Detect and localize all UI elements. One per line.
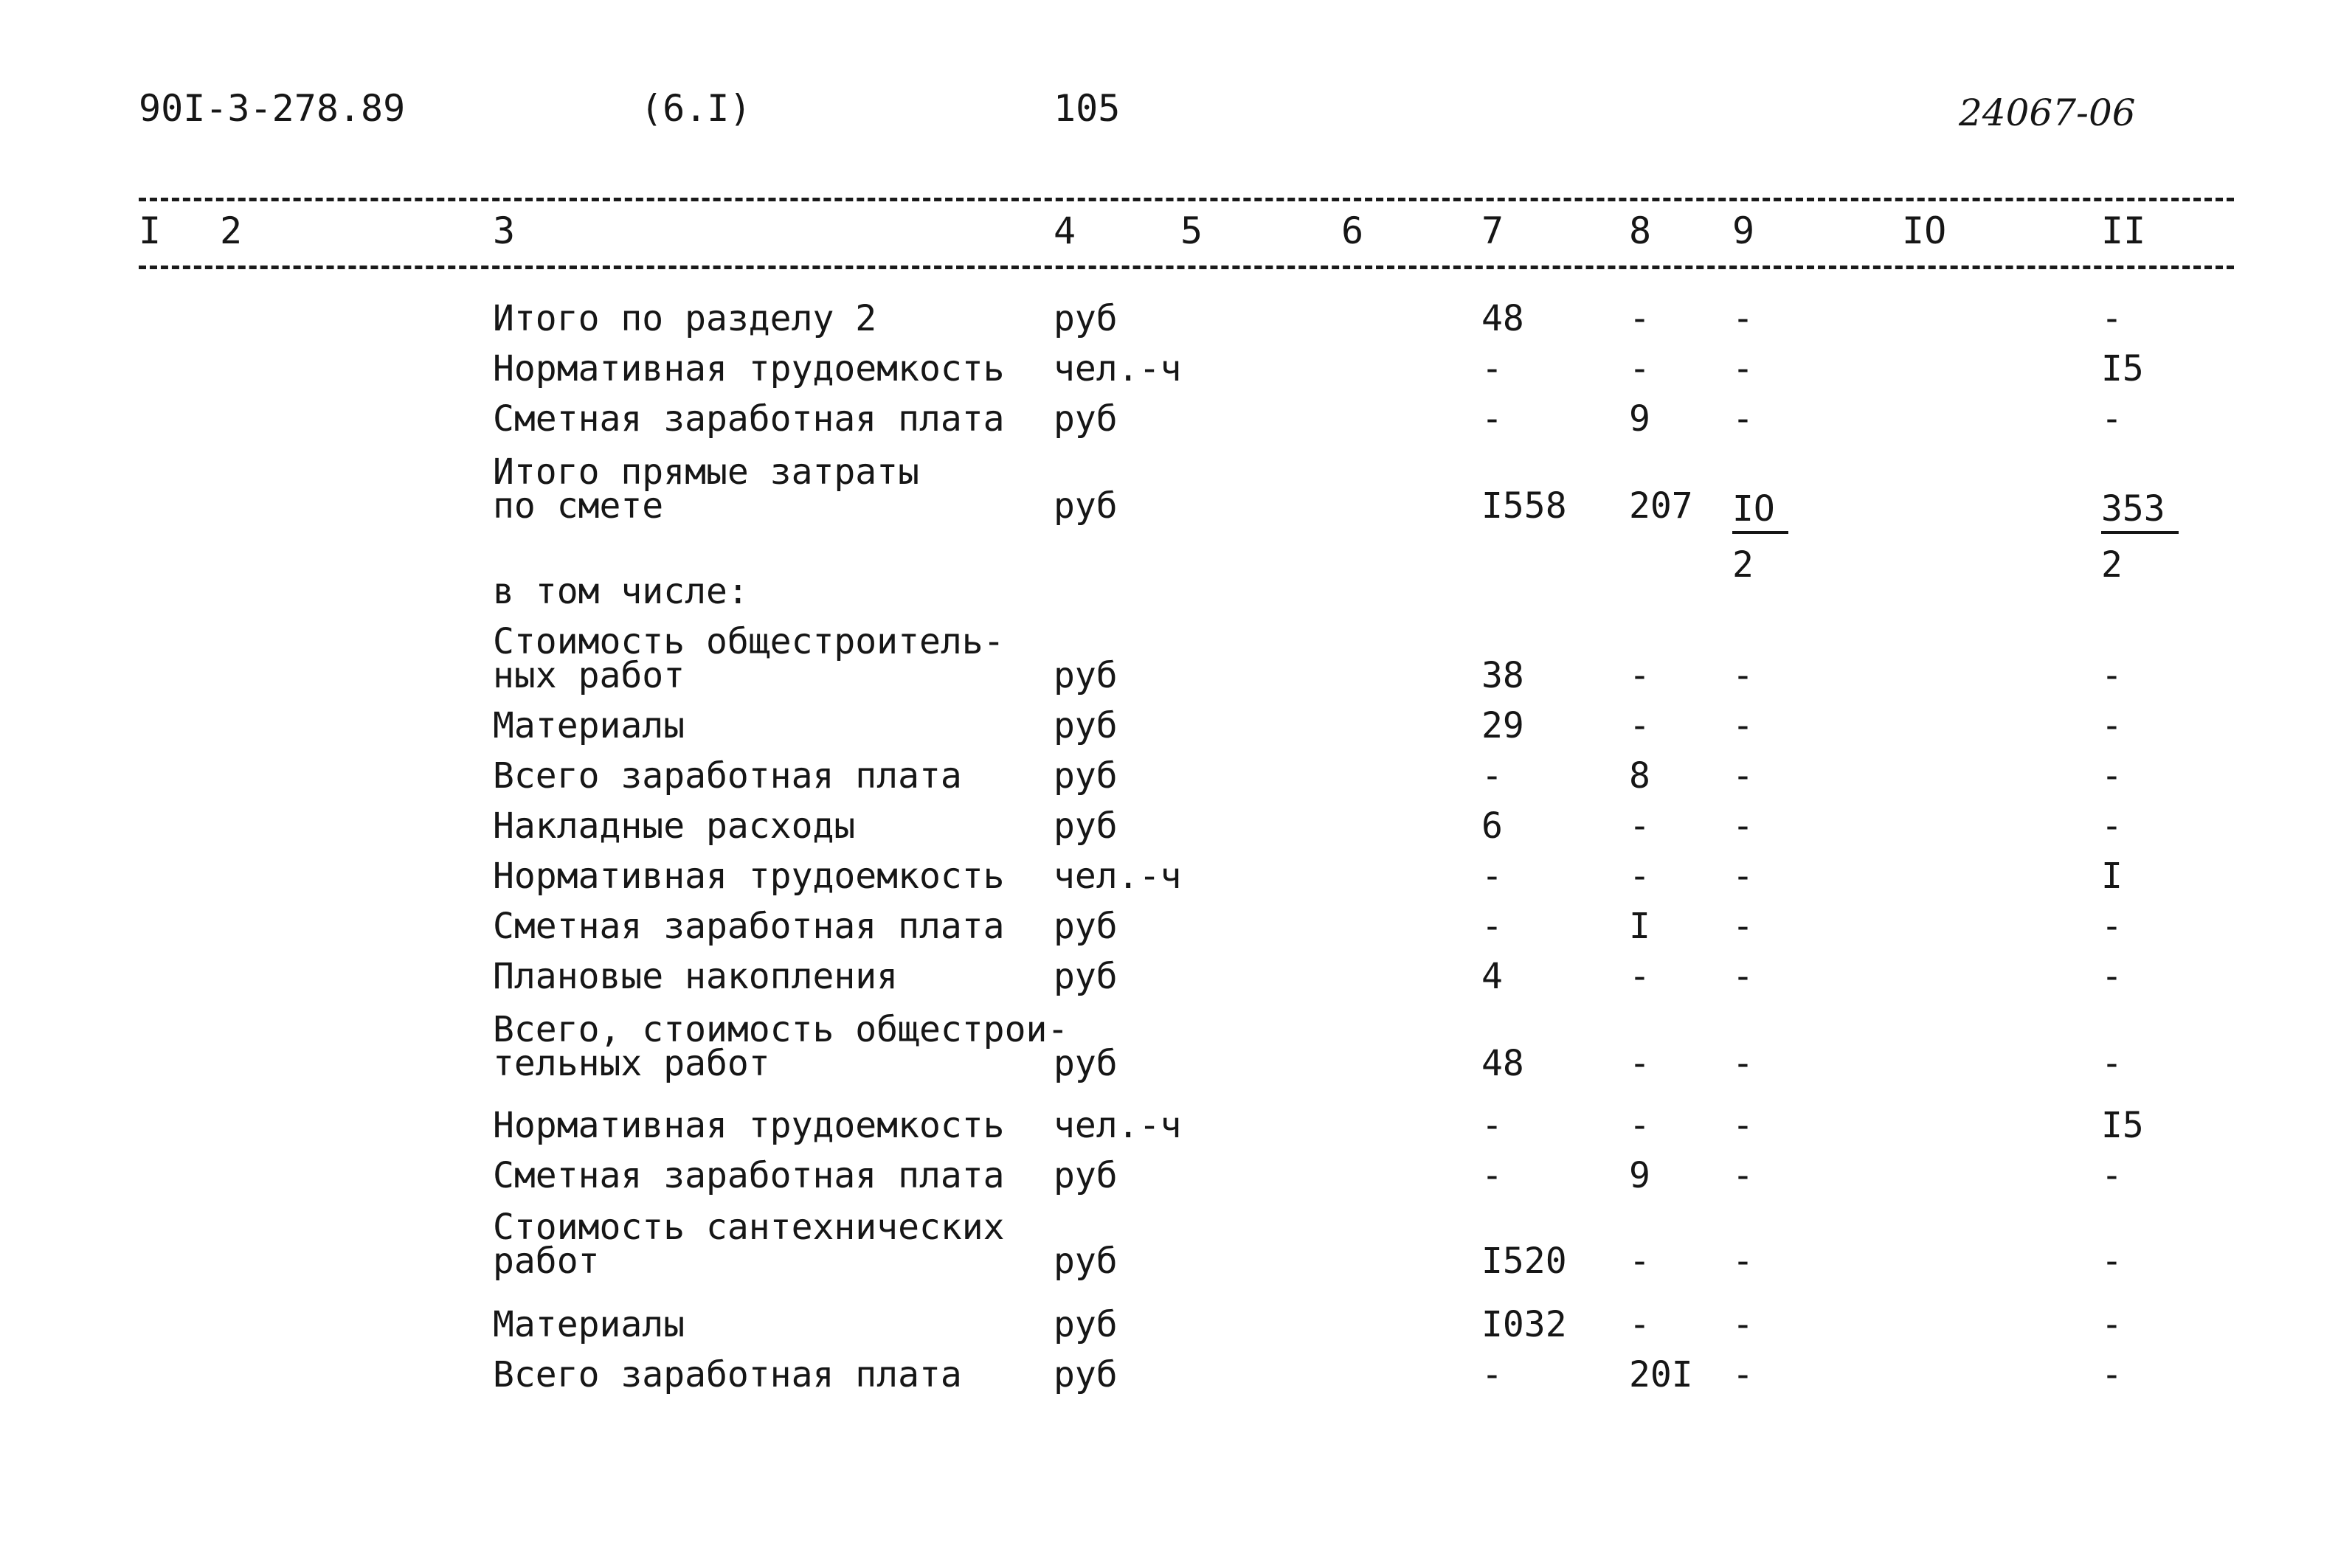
value-c11: - bbox=[2101, 1241, 2123, 1282]
value-c8: - bbox=[1629, 1241, 1650, 1282]
value-c7: I520 bbox=[1481, 1241, 1567, 1282]
value-c8: - bbox=[1629, 1105, 1650, 1146]
row-label: Всего, стоимость общестрои- bbox=[493, 1009, 1069, 1050]
value-c7: - bbox=[1481, 856, 1503, 897]
value-c8: 9 bbox=[1629, 1155, 1650, 1196]
unit-cell: руб bbox=[1054, 1304, 1118, 1345]
unit-cell: чел.-ч bbox=[1054, 856, 1182, 897]
row-label: Стоимость общестроитель- bbox=[493, 621, 1005, 662]
value-c7: - bbox=[1481, 1105, 1503, 1146]
row-label: Стоимость сантехнических bbox=[493, 1207, 1005, 1248]
value-c9: - bbox=[1732, 398, 1754, 440]
value-c7: I032 bbox=[1481, 1304, 1567, 1345]
row-label: Нормативная трудоемкость bbox=[493, 1105, 1005, 1146]
value-c11: - bbox=[2101, 298, 2123, 339]
value-c7: 4 bbox=[1481, 956, 1503, 997]
row-label: Материалы bbox=[493, 1304, 685, 1345]
value-c7: - bbox=[1481, 906, 1503, 947]
column-number: 9 bbox=[1732, 209, 1755, 252]
value-c8: - bbox=[1629, 1304, 1650, 1345]
value-c9: - bbox=[1732, 705, 1754, 746]
section-number: (6.I) bbox=[640, 87, 752, 130]
fraction-denominator: 2 bbox=[1732, 544, 1754, 586]
unit-cell: руб bbox=[1054, 398, 1118, 440]
bottom-dashed-rule bbox=[139, 266, 2234, 269]
column-number: 5 bbox=[1180, 209, 1203, 252]
fraction-numerator: IO bbox=[1732, 488, 1788, 534]
unit-cell: руб bbox=[1054, 705, 1118, 746]
unit-cell: руб bbox=[1054, 1043, 1118, 1084]
value-c11: - bbox=[2101, 705, 2123, 746]
column-number: 8 bbox=[1629, 209, 1652, 252]
fraction-numerator: 353 bbox=[2101, 488, 2179, 534]
column-number: IO bbox=[1902, 209, 1947, 252]
value-c11: I bbox=[2101, 856, 2123, 897]
row-label: Итого прямые затраты bbox=[493, 451, 919, 493]
fraction-c9 bbox=[1732, 488, 1788, 586]
column-number: 6 bbox=[1341, 209, 1364, 252]
value-c11: - bbox=[2101, 906, 2123, 947]
column-number: 2 bbox=[220, 209, 243, 252]
value-c8: - bbox=[1629, 1043, 1650, 1084]
value-c9: - bbox=[1732, 856, 1754, 897]
row-label: Материалы bbox=[493, 705, 685, 746]
sheet-reference: 24067-06 bbox=[1959, 91, 2136, 134]
unit-cell: руб bbox=[1054, 805, 1118, 847]
unit-cell: руб bbox=[1054, 1241, 1118, 1282]
value-c9: - bbox=[1732, 298, 1754, 339]
value-c7: 48 bbox=[1481, 298, 1524, 339]
value-c9: - bbox=[1732, 1354, 1754, 1395]
value-c8: I bbox=[1629, 906, 1650, 947]
value-c8: - bbox=[1629, 655, 1650, 696]
value-c8: - bbox=[1629, 956, 1650, 997]
value-c11: - bbox=[2101, 655, 2123, 696]
row-label: Сметная заработная плата bbox=[493, 906, 1005, 947]
value-c7: - bbox=[1481, 398, 1503, 440]
value-c8: - bbox=[1629, 705, 1650, 746]
row-label: работ bbox=[493, 1241, 600, 1282]
value-c8: 8 bbox=[1629, 755, 1650, 797]
column-number: 3 bbox=[493, 209, 516, 252]
value-c7: 29 bbox=[1481, 705, 1524, 746]
column-number: 4 bbox=[1054, 209, 1076, 252]
value-c11: I5 bbox=[2101, 348, 2144, 389]
row-label: Всего заработная плата bbox=[493, 755, 962, 797]
value-c9: - bbox=[1732, 755, 1754, 797]
value-c11: I5 bbox=[2101, 1105, 2144, 1146]
value-c7: 38 bbox=[1481, 655, 1524, 696]
value-c11: - bbox=[2101, 1043, 2123, 1084]
unit-cell: руб bbox=[1054, 956, 1118, 997]
top-dashed-rule bbox=[139, 198, 2234, 201]
row-label: по смете bbox=[493, 485, 664, 527]
row-label: Сметная заработная плата bbox=[493, 398, 1005, 440]
value-c11: - bbox=[2101, 755, 2123, 797]
value-c9: - bbox=[1732, 1241, 1754, 1282]
unit-cell: чел.-ч bbox=[1054, 348, 1182, 389]
unit-cell: руб bbox=[1054, 298, 1118, 339]
unit-cell: руб bbox=[1054, 1354, 1118, 1395]
unit-cell: руб bbox=[1054, 485, 1118, 527]
value-c8: - bbox=[1629, 856, 1650, 897]
value-c8: 9 bbox=[1629, 398, 1650, 440]
value-c7: - bbox=[1481, 1155, 1503, 1196]
value-c11: - bbox=[2101, 805, 2123, 847]
value-c11: - bbox=[2101, 956, 2123, 997]
column-number: I bbox=[139, 209, 162, 252]
unit-cell: руб bbox=[1054, 1155, 1118, 1196]
value-c8: - bbox=[1629, 298, 1650, 339]
value-c7: 6 bbox=[1481, 805, 1503, 847]
unit-cell: руб bbox=[1054, 755, 1118, 797]
value-c8: - bbox=[1629, 805, 1650, 847]
value-c9: - bbox=[1732, 956, 1754, 997]
unit-cell: руб bbox=[1054, 655, 1118, 696]
row-label: Нормативная трудоемкость bbox=[493, 348, 1005, 389]
value-c9: - bbox=[1732, 1105, 1754, 1146]
document-code: 90I-3-278.89 bbox=[139, 87, 406, 130]
row-label: Сметная заработная плата bbox=[493, 1155, 1005, 1196]
value-c8: 207 bbox=[1629, 485, 1693, 527]
value-c8: - bbox=[1629, 348, 1650, 389]
value-c9: - bbox=[1732, 348, 1754, 389]
unit-cell: руб bbox=[1054, 906, 1118, 947]
row-label: Нормативная трудоемкость bbox=[493, 856, 1005, 897]
row-label: Итого по разделу 2 bbox=[493, 298, 877, 339]
row-label: тельных работ bbox=[493, 1043, 770, 1084]
value-c11: - bbox=[2101, 1155, 2123, 1196]
row-label: Всего заработная плата bbox=[493, 1354, 962, 1395]
column-number: II bbox=[2101, 209, 2146, 252]
row-label: ных работ bbox=[493, 655, 685, 696]
fraction-c11 bbox=[2101, 488, 2179, 586]
value-c9: - bbox=[1732, 655, 1754, 696]
value-c7: I558 bbox=[1481, 485, 1567, 527]
fraction-denominator: 2 bbox=[2101, 544, 2123, 586]
value-c8: 20I bbox=[1629, 1354, 1693, 1395]
value-c7: - bbox=[1481, 1354, 1503, 1395]
page-number: 105 bbox=[1054, 87, 1121, 130]
value-c9: - bbox=[1732, 1043, 1754, 1084]
value-c7: - bbox=[1481, 755, 1503, 797]
unit-cell: чел.-ч bbox=[1054, 1105, 1182, 1146]
value-c7: - bbox=[1481, 348, 1503, 389]
row-label: Накладные расходы bbox=[493, 805, 856, 847]
value-c11: - bbox=[2101, 1354, 2123, 1395]
value-c11: - bbox=[2101, 1304, 2123, 1345]
value-c9: - bbox=[1732, 1304, 1754, 1345]
value-c11: - bbox=[2101, 398, 2123, 440]
value-c9: - bbox=[1732, 1155, 1754, 1196]
column-number: 7 bbox=[1481, 209, 1504, 252]
row-label: Плановые накопления bbox=[493, 956, 899, 997]
value-c7: 48 bbox=[1481, 1043, 1524, 1084]
row-label: в том числе: bbox=[493, 571, 749, 612]
value-c9: - bbox=[1732, 805, 1754, 847]
value-c9: - bbox=[1732, 906, 1754, 947]
